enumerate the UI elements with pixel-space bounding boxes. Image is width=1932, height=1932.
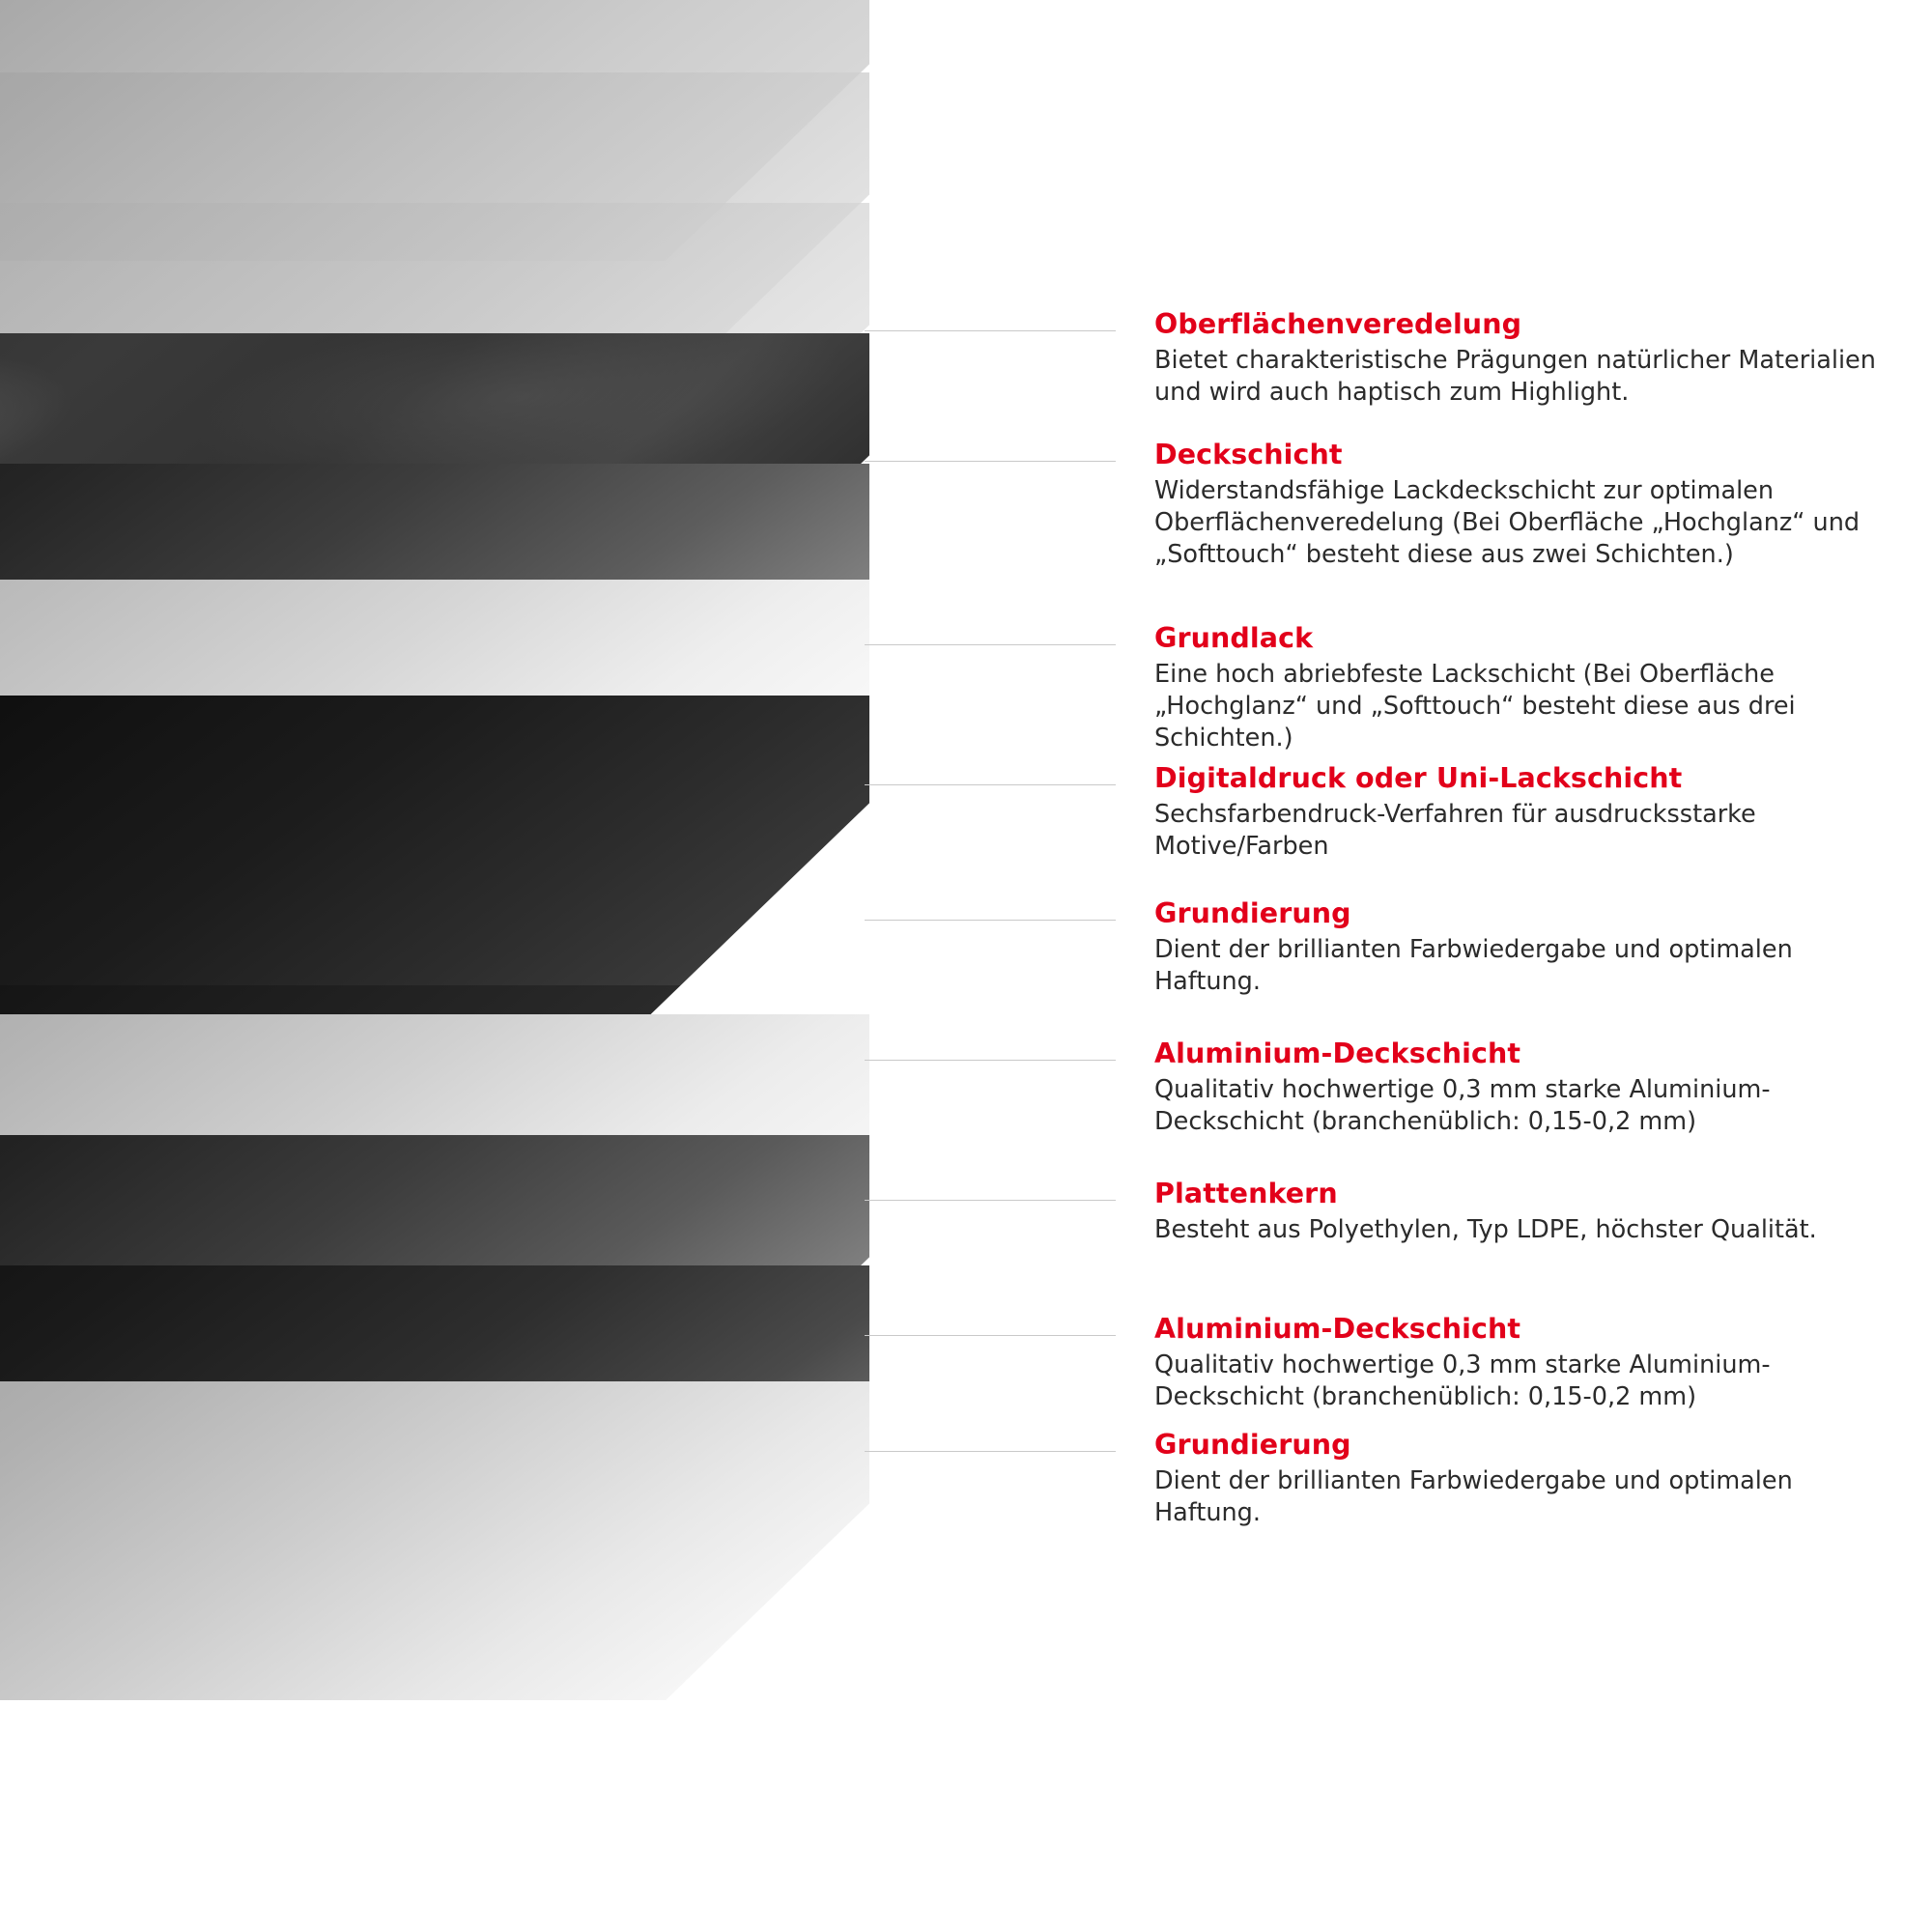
callout-text: Sechsfarbendruck-Verfahren für ausdrucksstarke Motive/Farben [1154, 799, 1756, 861]
leader-line [865, 920, 1116, 921]
callout-text: Bietet charakteristische Prägungen natürlicher Materialien und wird auch haptisch zum Highlight. [1154, 345, 1876, 407]
leader-line [865, 1451, 1116, 1452]
callout-body [1154, 763, 1889, 863]
callout-title: Aluminium-Deckschicht [1154, 1313, 1521, 1345]
sheet-face [0, 1381, 869, 1700]
leader-line [865, 461, 1116, 462]
exploded-stack-illustration [0, 0, 869, 1932]
sheet-edge-thickness [0, 985, 681, 1018]
callout-text: Eine hoch abriebfeste Lackschicht (Bei Oberfläche „Hochglanz“ und „Softtouch“ besteht diese aus drei Schichten.) [1154, 659, 1796, 753]
callout-list [850, 0, 1932, 1932]
callout-body [1154, 1038, 1889, 1138]
callout-title: Aluminium-Deckschicht [1154, 1037, 1521, 1069]
sheet-face [0, 696, 869, 985]
callout-body [1154, 1430, 1889, 1529]
callout-text: Besteht aus Polyethylen, Typ LDPE, höchster Qualität. [1154, 1214, 1817, 1244]
callout-title: Grundlack [1154, 622, 1314, 654]
callout-body [1154, 623, 1889, 754]
callout-body [1154, 1314, 1889, 1413]
leader-line [865, 330, 1116, 331]
callout-body [1154, 898, 1889, 998]
leader-line [865, 1060, 1116, 1061]
callout-body [1154, 440, 1889, 571]
callout-title: Deckschicht [1154, 439, 1343, 470]
callout-text: Dient der brillianten Farbwiedergabe und optimalen Haftung. [1154, 934, 1793, 996]
callout-text: Dient der brillianten Farbwiedergabe und optimalen Haftung. [1154, 1465, 1793, 1527]
callout-title: Oberflächenveredelung [1154, 308, 1522, 340]
callout-title: Digitaldruck oder Uni-Lackschicht [1154, 762, 1683, 794]
callout-body [1154, 309, 1889, 409]
callout-text: Qualitativ hochwertige 0,3 mm starke Aluminium-Deckschicht (branchenüblich: 0,15-0,2 mm) [1154, 1350, 1771, 1411]
layer-sheet-plattenkern [0, 696, 869, 985]
callout-title: Grundierung [1154, 897, 1351, 929]
callout-title: Plattenkern [1154, 1178, 1338, 1209]
leader-line [865, 1200, 1116, 1201]
leader-line [865, 784, 1116, 785]
callout-text: Widerstandsfähige Lackdeckschicht zur optimalen Oberflächenveredelung (Bei Oberfläche „Hochglanz“ und „Softtouch“ besteht diese aus zwei Schichten.) [1154, 475, 1861, 570]
callout-title: Grundierung [1154, 1429, 1351, 1461]
leader-line [865, 1335, 1116, 1336]
callout-body [1154, 1179, 1889, 1246]
callout-text: Qualitativ hochwertige 0,3 mm starke Aluminium-Deckschicht (branchenüblich: 0,15-0,2 mm) [1154, 1074, 1771, 1136]
leader-line [865, 644, 1116, 645]
layer-sheet-trailing-light [0, 1381, 869, 1700]
